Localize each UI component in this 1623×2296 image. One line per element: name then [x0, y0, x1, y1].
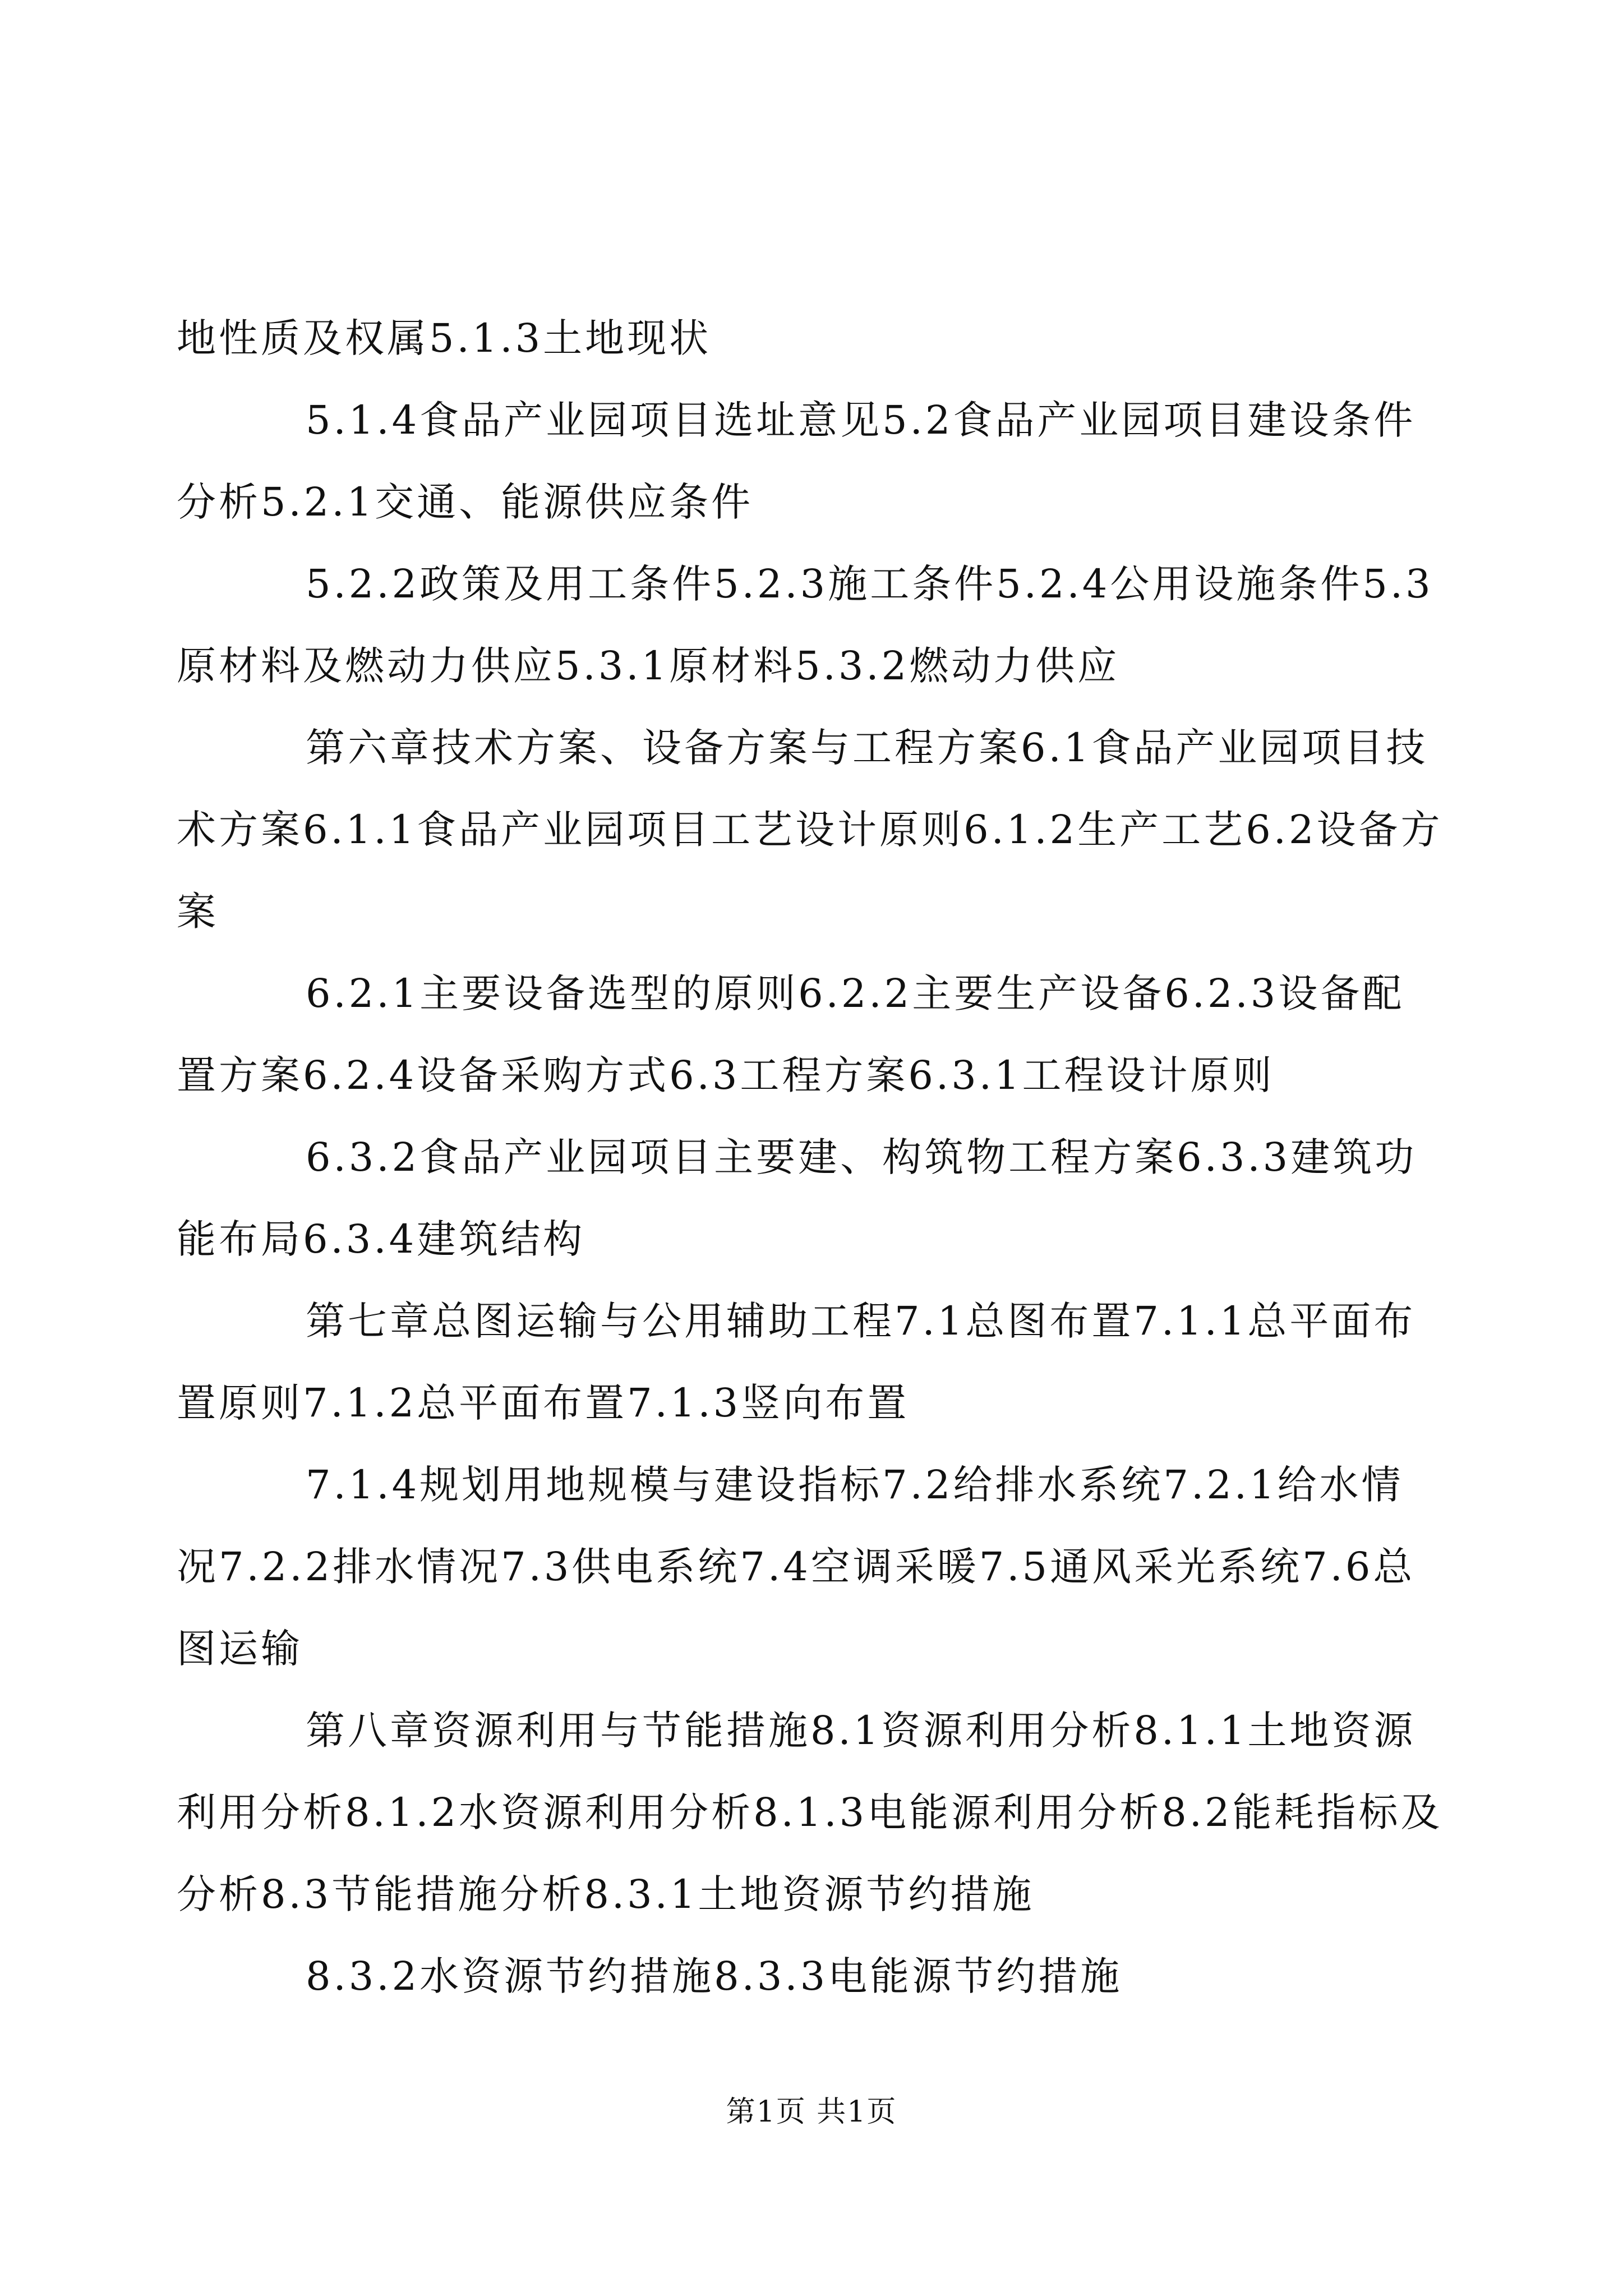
paragraph-3: 5.2.2政策及用工条件5.2.3施工条件5.2.4公用设施条件5.3原材料及燃动力供应5.3.1原材料5.3.2燃动力供应 — [177, 561, 1433, 689]
paragraph-5: 6.2.1主要设备选型的原则6.2.2主要生产设备6.2.3设备配置方案6.2.4设备采购方式6.3工程方案6.3.1工程设计原则 — [177, 970, 1405, 1098]
paragraph-2: 5.1.4食品产业园项目选址意见5.2食品产业园项目建设条件分析5.2.1交通、能源供应条件 — [177, 397, 1416, 525]
paragraph-10: 8.3.2水资源节约措施8.3.3电能源节约措施 — [306, 1953, 1123, 1999]
paragraph-4: 第六章技术方案、设备方案与工程方案6.1食品产业园项目技术方案6.1.1食品产业园项目工艺设计原则6.1.2生产工艺6.2设备方案 — [177, 725, 1443, 935]
paragraph-8: 7.1.4规划用地规模与建设指标7.2给排水系统7.2.1给水情况7.2.2排水情况7.3供电系统7.4空调采暖7.5通风采光系统7.6总图运输 — [177, 1462, 1415, 1672]
page-footer: 第1页 共1页 — [726, 2095, 897, 2129]
paragraph-7: 第七章总图运输与公用辅助工程7.1总图布置7.1.1总平面布置原则7.1.2总平面布置7.1.3竖向布置 — [177, 1298, 1416, 1426]
paragraph-1: 地性质及权属5.1.3土地现状 — [177, 315, 712, 361]
paragraph-9: 第八章资源利用与节能措施8.1资源利用分析8.1.1土地资源利用分析8.1.2水资源利用分析8.1.3电能源利用分析8.2能耗指标及分析8.3节能措施分析8.3.1土地资源节约措施 — [177, 1708, 1443, 1917]
paragraph-6: 6.3.2食品产业园项目主要建、构筑物工程方案6.3.3建筑功能布局6.3.4建筑结构 — [177, 1134, 1417, 1262]
document-body — [177, 297, 1444, 2017]
